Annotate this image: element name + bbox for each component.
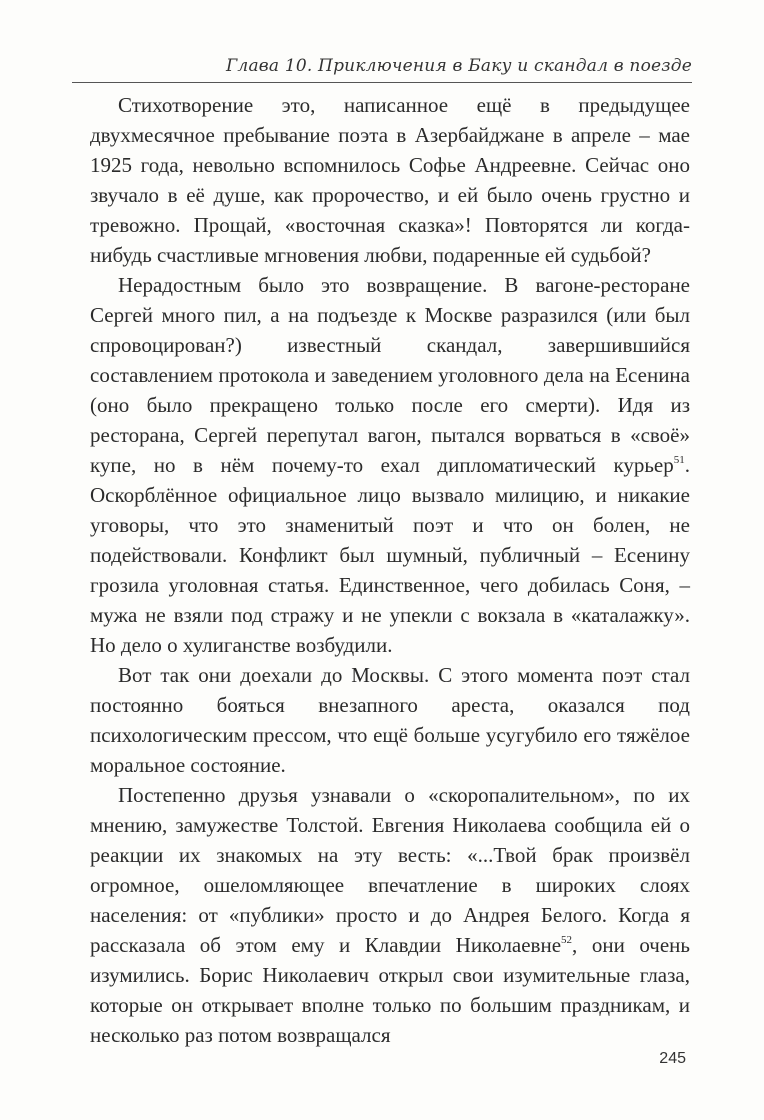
page-body	[90, 90, 690, 1050]
paragraph-4	[90, 780, 690, 1050]
paragraph-1: Стихотворение это, написанное ещё в предыдущее двухмесячное пребывание поэта в Азербайджане в апреле – мае 1925 года, невольно вспомнилось Софье Андреевне. Сейчас оно звучало в её душе, как пророчество, и ей было очень грустно и тревожно. Прощай, «восточная сказка»! Повторятся ли когда-нибудь счастливые мгновения любви, подаренные ей судьбой?	[90, 93, 690, 267]
page-number: 245	[659, 1050, 686, 1067]
paragraph-2-text-a: Нерадостным было это возвращение. В вагоне-ресторане Сергей много пил, а на подъезде к Москве разразился (или был спровоцирован?) известный скандал, завершившийся составлением протокола и заведением уголовного дела на Есенина (оно было прекращено только после его смерти). Идя из ресторана, Сергей перепутал вагон, пытался ворваться в «своё» купе, но в нём почему-то ехал дипломатический курьер	[90, 273, 690, 477]
paragraph-3: Вот так они доехали до Москвы. С этого момента поэт стал постоянно бояться внезапного ареста, оказался под психологическим прессом, что ещё больше усугубило его тяжёлое моральное состояние.	[90, 663, 690, 777]
paragraph-4-text-b: , они очень изумились. Борис Николаевич открыл свои изумительные глаза, которые он открывает вполне только по большим праздникам, и несколько раз потом возвращался	[90, 933, 690, 1047]
footnote-ref-51: 51	[673, 454, 685, 466]
running-head: Глава 10. Приключения в Баку и скандал в поезде	[72, 56, 692, 83]
footnote-ref-52: 52	[561, 934, 573, 946]
paragraph-2-text-b: . Оскорблённое официальное лицо вызвало милицию, и никакие уговоры, что это знаменитый поэт и что он болен, не подействовали. Конфликт был шумный, публичный – Есенину грозила уголовная статья. Единственное, чего добилась Соня, – мужа не взяли под стражу и не упекли с вокзала в «каталажку». Но дело о хулиганстве возбудили.	[90, 453, 690, 657]
paragraph-2	[90, 270, 690, 660]
paragraph-4-text-a: Постепенно друзья узнавали о «скоропалительном», по их мнению, замужестве Толстой. Евгения Николаева сообщила ей о реакции их знакомых на эту весть: «...Твой брак произвёл огромное, ошеломляющее впечатление в широких слоях населения: от «публики» просто и до Андрея Белого. Когда я рассказала об этом ему и Клавдии Николаевне	[90, 783, 690, 957]
